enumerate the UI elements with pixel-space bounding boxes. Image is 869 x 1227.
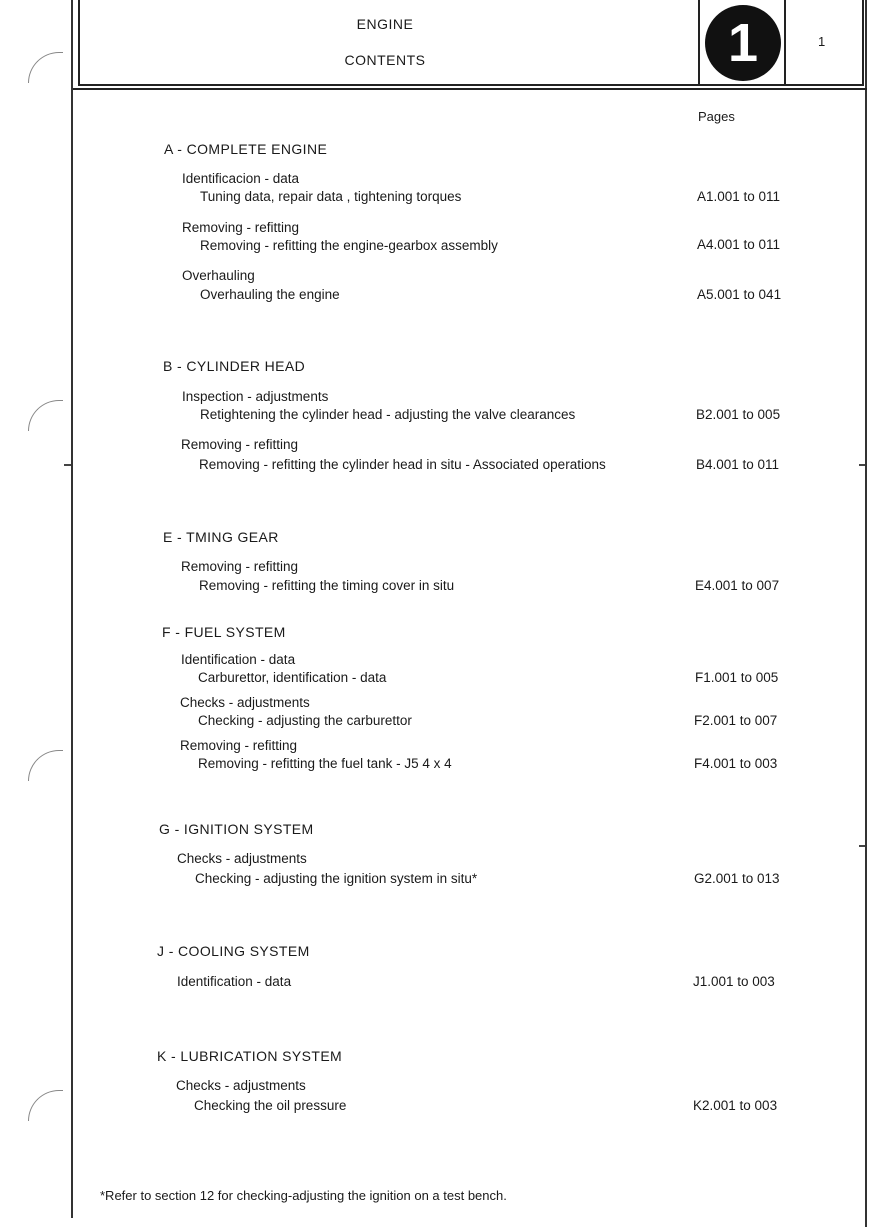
toc-entry: Removing - refitting the cylinder head in situ - Associated operations <box>199 457 606 472</box>
group-heading: Removing - refitting <box>182 220 300 235</box>
page-subtitle: CONTENTS <box>344 52 426 68</box>
group-heading: Checks - adjustments <box>177 851 307 866</box>
toc-entry: Carburettor, identification - data <box>198 670 387 685</box>
group-heading: Identification - data <box>181 652 296 667</box>
page-range: A1.001 to 011 <box>697 189 781 204</box>
group-heading: Removing - refitting <box>181 437 299 452</box>
section-title: A - COMPLETE ENGINE <box>164 141 328 157</box>
toc-entry: Tuning data, repair data , tightening torques <box>200 189 462 204</box>
header-divider <box>73 88 867 90</box>
page-range: F2.001 to 007 <box>694 713 778 728</box>
section-title: K - LUBRICATION SYSTEM <box>157 1048 343 1064</box>
page-range: G2.001 to 013 <box>694 871 780 886</box>
group-heading: Identificacion - data <box>182 171 300 186</box>
page-frame-left <box>71 0 73 1218</box>
group-heading: Removing - refitting <box>180 738 298 753</box>
page-range: A4.001 to 011 <box>697 237 781 252</box>
group-heading: Removing - refitting <box>181 559 299 574</box>
binder-hole-mark <box>28 750 63 781</box>
toc-entry: Checking - adjusting the ignition system in situ* <box>195 871 478 886</box>
page-range: B4.001 to 011 <box>696 457 780 472</box>
toc-entry: Removing - refitting the engine-gearbox assembly <box>200 238 498 253</box>
page-range: K2.001 to 003 <box>693 1098 778 1113</box>
group-heading: Overhauling <box>182 268 255 283</box>
page-range: E4.001 to 007 <box>695 578 780 593</box>
group-heading: Inspection - adjustments <box>182 389 329 404</box>
toc-entry: Checking - adjusting the carburettor <box>198 713 412 728</box>
page-range: F4.001 to 003 <box>694 756 778 771</box>
binder-hole-mark <box>28 52 63 83</box>
section-number-badge: 1 <box>705 5 781 81</box>
page-frame-right <box>865 0 867 1227</box>
toc-entry: Retightening the cylinder head - adjusting the valve clearances <box>200 407 576 422</box>
section-title: E - TMING GEAR <box>163 529 279 545</box>
section-title: B - CYLINDER HEAD <box>163 358 306 374</box>
section-title: F - FUEL SYSTEM <box>162 624 286 640</box>
section-title: G - IGNITION SYSTEM <box>159 821 314 837</box>
toc-entry: Removing - refitting the fuel tank - J5 4 x 4 <box>198 756 452 771</box>
page-title: ENGINE <box>356 16 414 32</box>
page-range: B2.001 to 005 <box>696 407 781 422</box>
toc-entry: Removing - refitting the timing cover in situ <box>199 578 455 593</box>
binder-hole-mark <box>28 1090 63 1121</box>
pages-column-label: Pages <box>698 109 735 124</box>
section-title: J - COOLING SYSTEM <box>157 943 310 959</box>
page-range: J1.001 to 003 <box>693 974 775 989</box>
footnote: *Refer to section 12 for checking-adjusting the ignition on a test bench. <box>100 1188 507 1203</box>
page-range: A5.001 to 041 <box>697 287 782 302</box>
page-range: F1.001 to 005 <box>695 670 779 685</box>
toc-entry: Checking the oil pressure <box>194 1098 347 1113</box>
page-number: 1 <box>818 34 826 49</box>
group-heading: Checks - adjustments <box>176 1078 306 1093</box>
group-heading: Checks - adjustments <box>180 695 310 710</box>
toc-entry: Overhauling the engine <box>200 287 340 302</box>
binder-hole-mark <box>28 400 63 431</box>
group-heading: Identification - data <box>177 974 292 989</box>
